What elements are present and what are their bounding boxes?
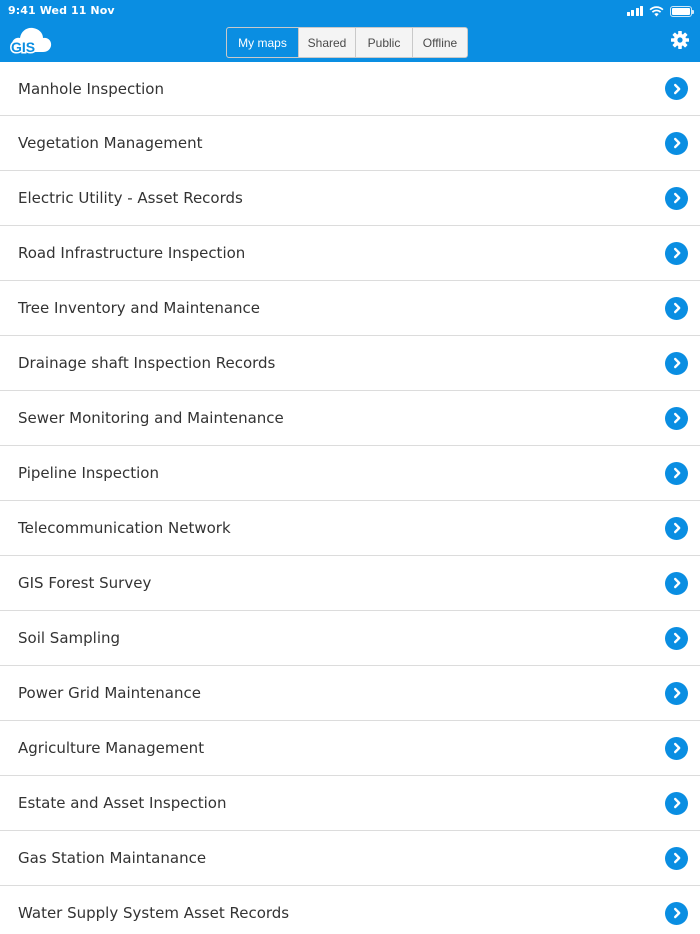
chevron-right-icon[interactable] <box>665 572 688 595</box>
chevron-right-icon[interactable] <box>665 242 688 265</box>
map-list-item[interactable] <box>0 666 700 721</box>
tab-offline[interactable] <box>412 28 467 57</box>
chevron-right-icon[interactable] <box>665 682 688 705</box>
map-list-item[interactable] <box>0 281 700 336</box>
chevron-right-icon[interactable] <box>665 462 688 485</box>
logo-text: GIS <box>11 39 36 55</box>
chevron-right-icon[interactable] <box>665 297 688 320</box>
map-title: Road Infrastructure Inspection <box>18 244 246 262</box>
gear-icon[interactable] <box>670 30 690 50</box>
tab-shared[interactable] <box>298 28 355 57</box>
map-list <box>0 62 700 934</box>
status-time: 9:41 Wed 11 Nov <box>8 4 115 17</box>
map-title: Water Supply System Asset Records <box>18 904 290 922</box>
maps-segmented-control <box>226 27 468 58</box>
map-title: Tree Inventory and Maintenance <box>18 299 261 317</box>
chevron-right-icon[interactable] <box>665 132 688 155</box>
tab-public[interactable] <box>355 28 412 57</box>
map-list-item[interactable] <box>0 776 700 831</box>
map-list-item[interactable] <box>0 446 700 501</box>
map-list-item[interactable] <box>0 556 700 611</box>
chevron-right-icon[interactable] <box>665 792 688 815</box>
map-title: Vegetation Management <box>18 134 203 152</box>
chevron-right-icon[interactable] <box>665 517 688 540</box>
gis-cloud-logo[interactable] <box>8 22 54 56</box>
map-list-item[interactable] <box>0 171 700 226</box>
map-list-item[interactable] <box>0 886 700 934</box>
map-list-item[interactable] <box>0 501 700 556</box>
map-title: Pipeline Inspection <box>18 464 159 482</box>
tab-label: Public <box>367 35 401 50</box>
tab-label: Shared <box>307 35 347 50</box>
map-title: Telecommunication Network <box>18 519 231 537</box>
wifi-icon <box>649 6 664 17</box>
map-title: Soil Sampling <box>18 629 121 647</box>
map-list-item[interactable] <box>0 831 700 886</box>
map-list-item[interactable] <box>0 226 700 281</box>
map-list-item[interactable] <box>0 721 700 776</box>
status-icons <box>627 5 693 17</box>
map-title: Gas Station Maintanance <box>18 849 207 867</box>
chevron-right-icon[interactable] <box>665 187 688 210</box>
top-bar <box>0 0 700 62</box>
cellular-signal-icon <box>627 6 644 16</box>
chevron-right-icon[interactable] <box>665 902 688 925</box>
map-title: GIS Forest Survey <box>18 574 152 592</box>
chevron-right-icon[interactable] <box>665 407 688 430</box>
map-list-item[interactable] <box>0 336 700 391</box>
map-title: Sewer Monitoring and Maintenance <box>18 409 284 427</box>
tab-my-maps[interactable] <box>227 28 298 57</box>
map-title: Estate and Asset Inspection <box>18 794 227 812</box>
map-list-item[interactable] <box>0 611 700 666</box>
map-list-item[interactable] <box>0 62 700 116</box>
map-title: Electric Utility - Asset Records <box>18 189 243 207</box>
map-list-item[interactable] <box>0 391 700 446</box>
tab-label: My maps <box>238 35 287 50</box>
chevron-right-icon[interactable] <box>665 737 688 760</box>
chevron-right-icon[interactable] <box>665 352 688 375</box>
chevron-right-icon[interactable] <box>665 847 688 870</box>
map-title: Drainage shaft Inspection Records <box>18 354 276 372</box>
map-title: Manhole Inspection <box>18 79 164 98</box>
chevron-right-icon[interactable] <box>665 627 688 650</box>
battery-icon <box>670 6 692 17</box>
tab-label: Offline <box>422 35 458 50</box>
map-title: Power Grid Maintenance <box>18 684 201 702</box>
map-title: Agriculture Management <box>18 739 205 757</box>
chevron-right-icon[interactable] <box>665 77 688 100</box>
map-list-item[interactable] <box>0 116 700 171</box>
